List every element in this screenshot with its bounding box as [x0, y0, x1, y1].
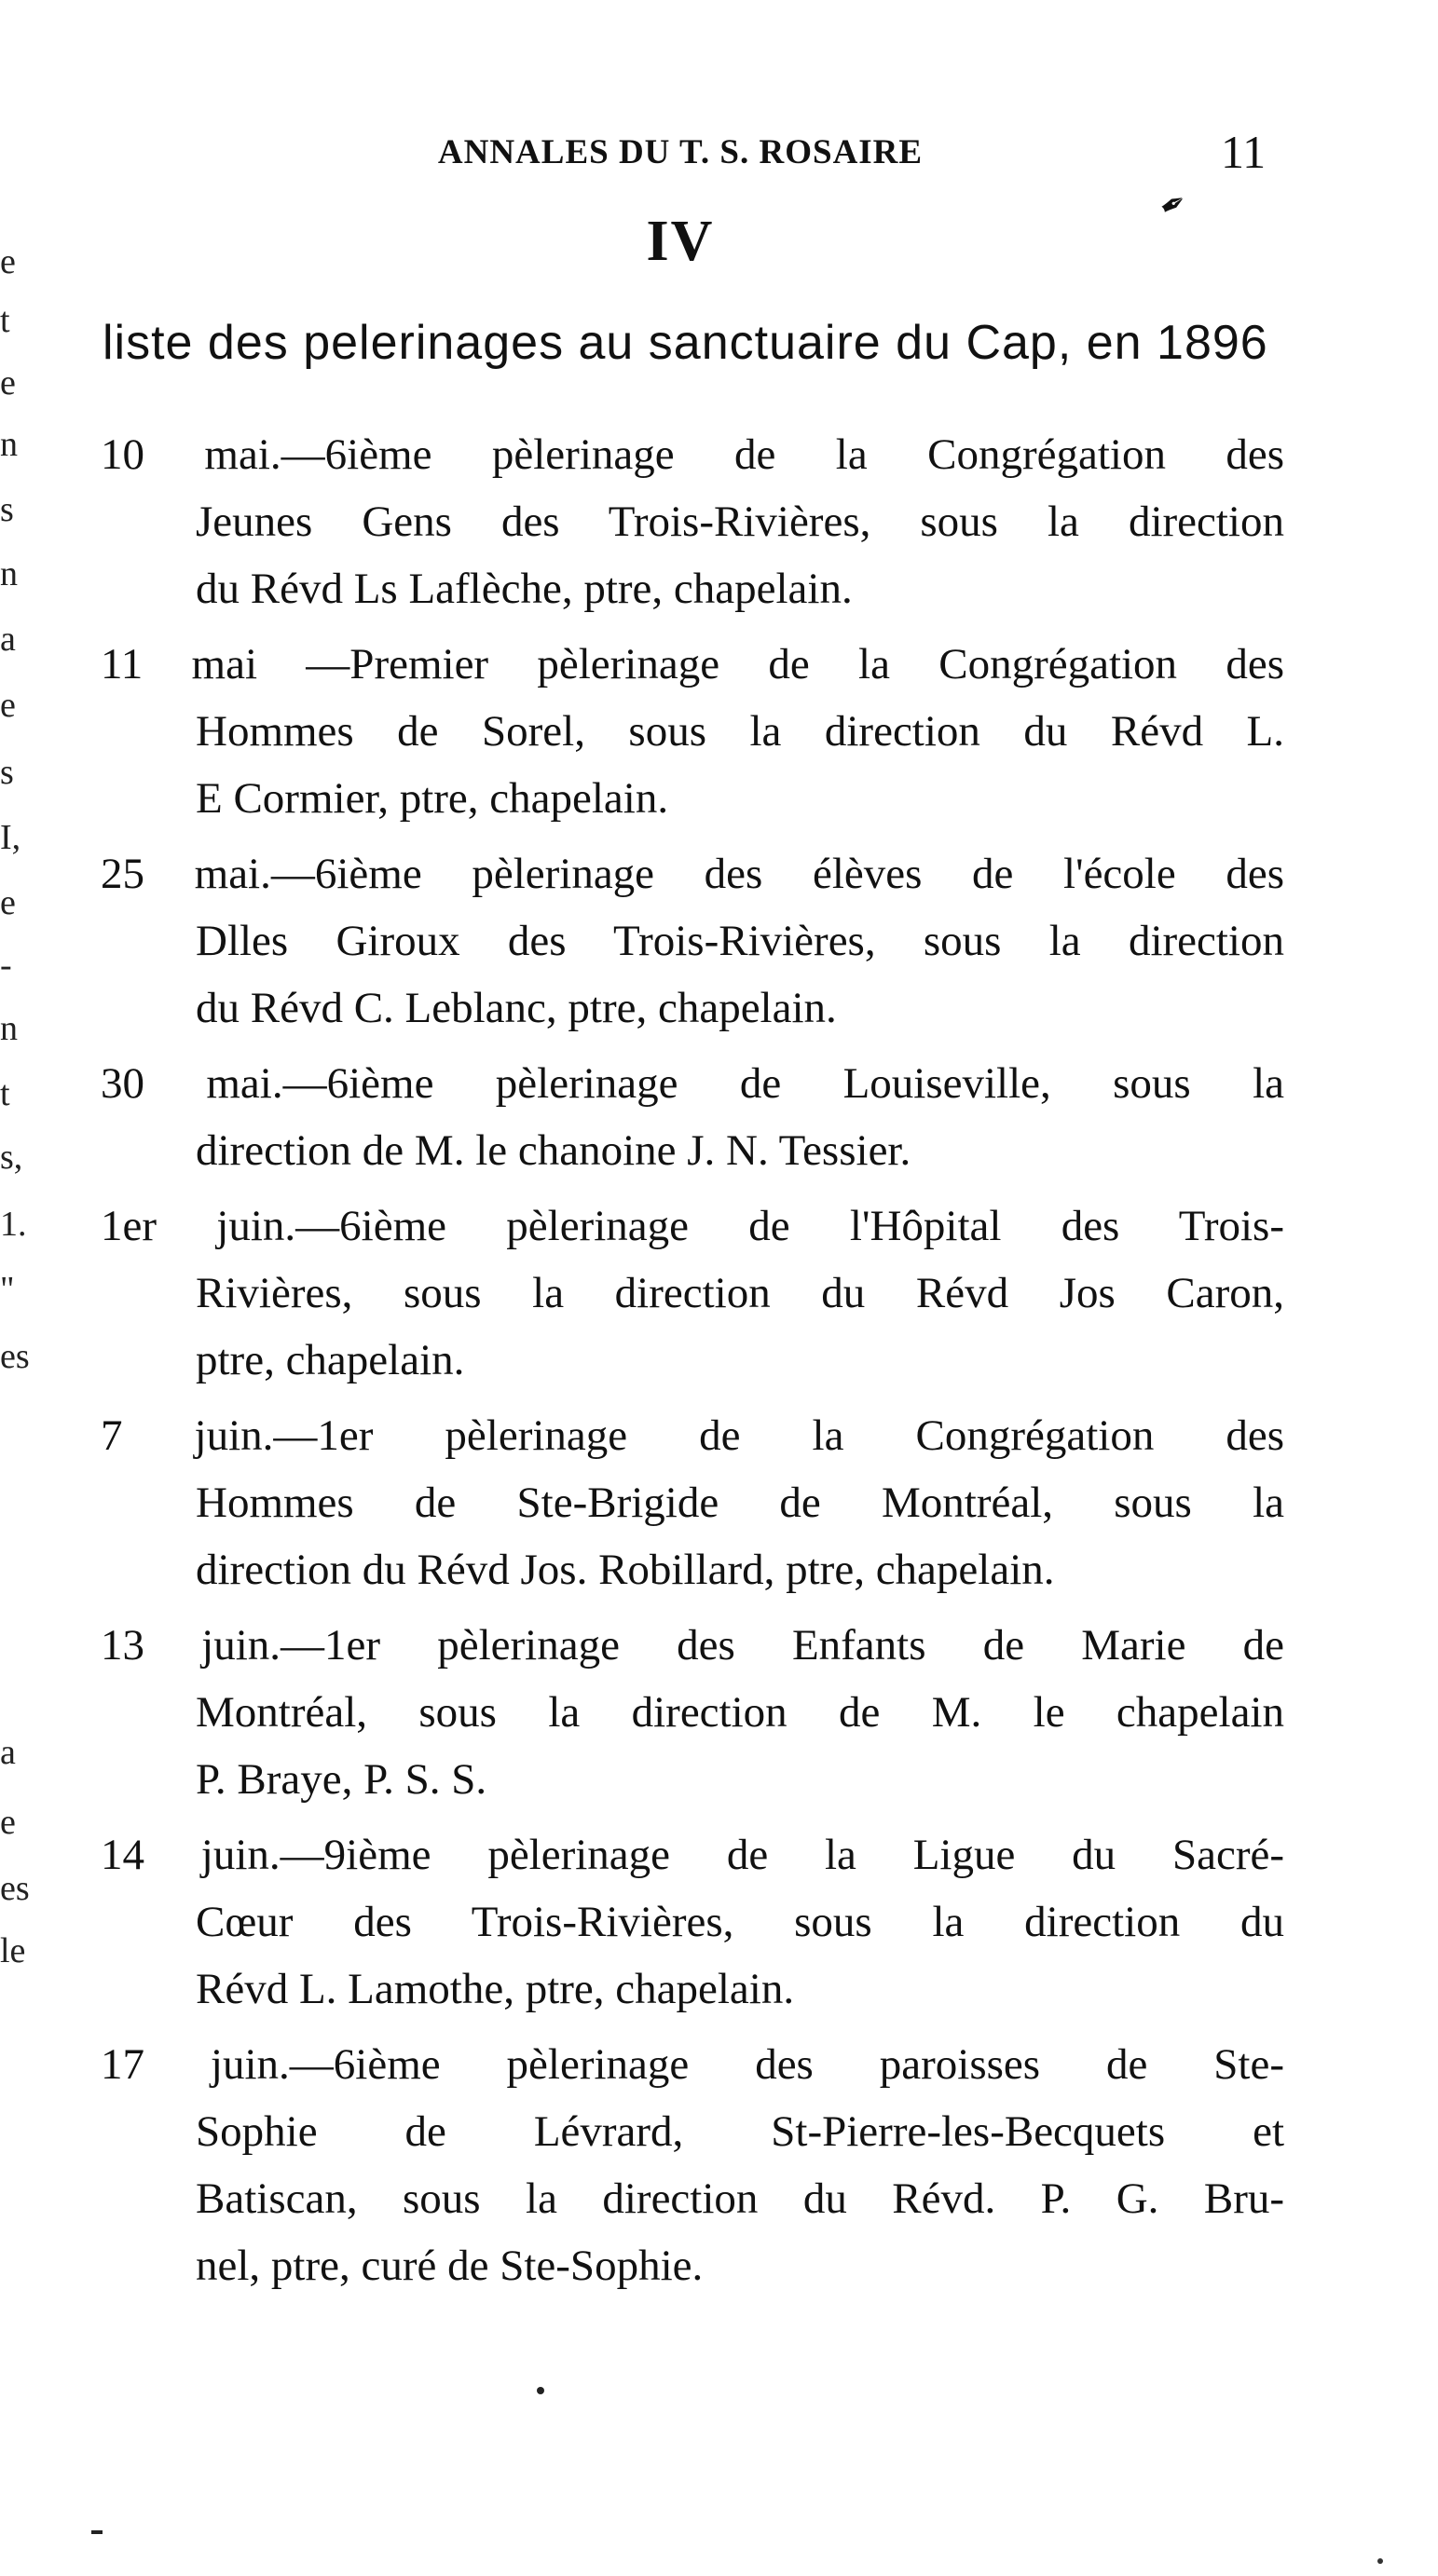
running-head: ANNALES DU T. S. ROSAIRE	[437, 133, 924, 171]
pilgrimage-entry	[101, 631, 1284, 832]
page-number: 11	[1221, 126, 1267, 178]
entry-line: Hommes de Ste-Brigide de Montréal, sous la	[196, 1479, 1284, 1527]
margin-letter: es	[0, 1337, 30, 1376]
entry-line: nel, ptre, curé de Ste-Sophie.	[196, 2242, 704, 2290]
pilgrimage-list	[101, 421, 1284, 2308]
ink-mark-icon: ✒	[1153, 184, 1195, 227]
margin-letter: es	[0, 1869, 30, 1908]
margin-letter: s	[0, 753, 14, 792]
margin-letter: n	[0, 554, 18, 593]
pilgrimage-entry	[101, 421, 1284, 622]
pilgrimage-entry	[101, 2031, 1284, 2299]
margin-letter: e	[0, 686, 16, 725]
printer-dot	[537, 2387, 544, 2394]
facing-page-bleed	[0, 0, 37, 2576]
margin-letter: 1.	[0, 1205, 27, 1244]
pilgrimage-entry	[101, 1821, 1284, 2023]
entry-line: 1er juin.—6ième pèlerinage de l'Hôpital des Trois-	[101, 1202, 1284, 1250]
pilgrimage-entry	[101, 1050, 1284, 1184]
margin-letter: e	[0, 1803, 16, 1842]
entry-line: Révd L. Lamothe, ptre, chapelain.	[196, 1965, 795, 2013]
margin-letter: a	[0, 620, 16, 659]
entry-line: 30 mai.—6ième pèlerinage de Louiseville, sous la	[101, 1059, 1284, 1108]
pilgrimage-entry	[101, 1193, 1284, 1394]
margin-letter: e	[0, 883, 16, 922]
entry-line: Montréal, sous la direction de M. le chapelain	[196, 1688, 1284, 1737]
section-number: IV	[646, 210, 715, 273]
margin-letter: n	[0, 425, 18, 464]
entry-line: du Révd Ls Laflèche, ptre, chapelain.	[196, 565, 853, 613]
entry-line: du Révd C. Leblanc, ptre, chapelain.	[196, 984, 837, 1032]
entry-line: E Cormier, ptre, chapelain.	[196, 774, 669, 823]
entry-line: 17 juin.—6ième pèlerinage des paroisses de Ste-	[101, 2040, 1284, 2089]
entry-line: 10 mai.—6ième pèlerinage de la Congrégation des	[101, 430, 1284, 479]
entry-line: direction de M. le chanoine J. N. Tessier.	[196, 1126, 911, 1175]
pilgrimage-entry	[101, 840, 1284, 1042]
margin-letter: t	[0, 301, 10, 340]
corner-mark	[91, 2530, 103, 2534]
margin-letter: s,	[0, 1138, 23, 1177]
corner-dot	[1377, 2558, 1383, 2564]
margin-letter: e	[0, 363, 16, 402]
margin-letter: le	[0, 1931, 26, 1970]
entry-line: Batiscan, sous la direction du Révd. P. G. Bru-	[196, 2174, 1284, 2223]
entry-line: Sophie de Lévrard, St-Pierre-les-Becquets et	[196, 2107, 1284, 2156]
margin-letter: I,	[0, 818, 21, 857]
entry-line: Dlles Giroux des Trois-Rivières, sous la direction	[196, 917, 1284, 965]
margin-letter: "	[0, 1270, 15, 1309]
margin-letter: t	[0, 1074, 10, 1113]
margin-letter: e	[0, 242, 16, 281]
entry-line: 14 juin.—9ième pèlerinage de la Ligue du Sacré-	[101, 1831, 1284, 1879]
margin-letter: -	[0, 946, 12, 985]
margin-letter: a	[0, 1733, 16, 1772]
margin-letter: n	[0, 1009, 18, 1048]
entry-line: Jeunes Gens des Trois-Rivières, sous la direction	[196, 497, 1284, 546]
pilgrimage-entry	[101, 1612, 1284, 1813]
margin-letter: s	[0, 490, 14, 529]
entry-line: Cœur des Trois-Rivières, sous la direction du	[196, 1898, 1284, 1946]
entry-line: 11 mai —Premier pèlerinage de la Congrégation des	[101, 640, 1284, 688]
entry-line: 7 juin.—1er pèlerinage de la Congrégation des	[101, 1411, 1284, 1460]
entry-line: direction du Révd Jos. Robillard, ptre, chapelain.	[196, 1546, 1055, 1594]
list-title: liste des pelerinages au sanctuaire du Cap, en 1896	[103, 316, 1268, 370]
entry-line: P. Braye, P. S. S.	[196, 1755, 487, 1804]
entry-line: Rivières, sous la direction du Révd Jos Caron,	[196, 1269, 1284, 1317]
entry-line: 25 mai.—6ième pèlerinage des élèves de l'école des	[101, 850, 1284, 898]
entry-line: ptre, chapelain.	[196, 1336, 465, 1384]
pilgrimage-entry	[101, 1402, 1284, 1603]
entry-line: 13 juin.—1er pèlerinage des Enfants de Marie de	[101, 1621, 1284, 1670]
entry-line: Hommes de Sorel, sous la direction du Révd L.	[196, 707, 1284, 756]
